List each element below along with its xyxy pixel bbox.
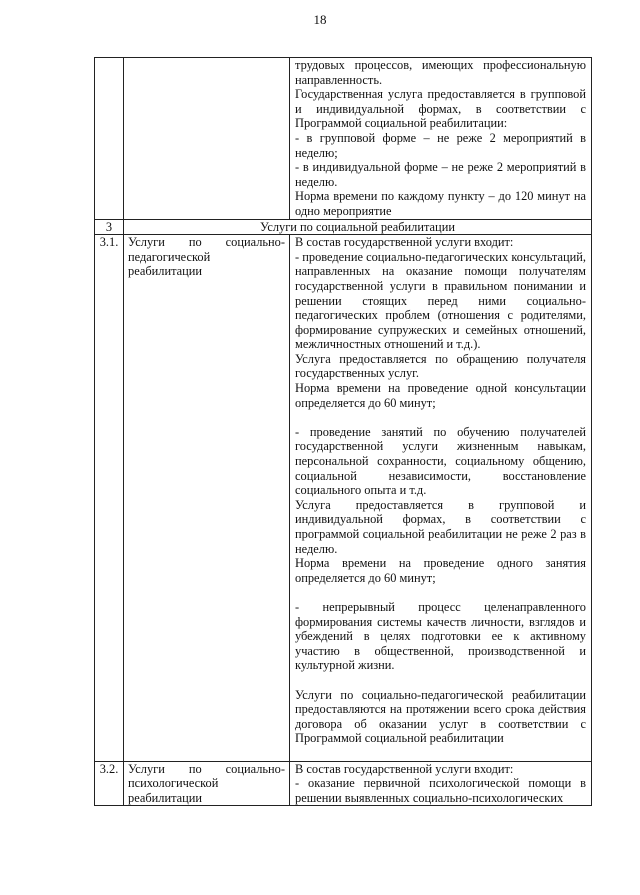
- paragraph-gap: [295, 746, 586, 761]
- description-paragraph: Услуга предоставляется в групповой и индивидуальной формах, в соответствии с программой социальной реабилитации не реже 2 раз в неделю.: [295, 497, 586, 556]
- description-paragraph: Норма времени на проведение одного занятия определяется до 60 минут;: [295, 556, 586, 585]
- service-number: 3.1.: [95, 235, 124, 761]
- page-number: 18: [313, 12, 327, 27]
- description-paragraph: - непрерывный процесс целенаправленного формирования системы качеств личности, взглядов и убеждений в целях подготовки ее к активному участию в общественной, производственной и культурной жизни.: [295, 599, 586, 673]
- description-line: Государственная услуга предоставляется в групповой и индивидуальной формах, в соответствии с Программой социальной реабилитации:: [295, 87, 586, 131]
- service-number: 3.2.: [95, 761, 124, 806]
- service-name: Услуги по социально-педагогической реабилитации: [124, 235, 290, 761]
- section-title: Услуги по социальной реабилитации: [124, 219, 592, 235]
- description-paragraph: Услуга предоставляется по обращению получателя государственных услуг.: [295, 351, 586, 381]
- table-row-continuation: [95, 58, 592, 220]
- cell-description-continuation: [290, 58, 592, 220]
- service-description: [290, 235, 592, 761]
- description-paragraph: - проведение занятий по обучению получателей государственной услуги жизненным навыкам, персональной сохранности, социальному общению, социальной независимости, восстановление социального опыта и т.д.: [295, 424, 586, 498]
- description-paragraph: - оказание первичной психологической помощи в решении выявленных социально-психологических: [295, 776, 586, 805]
- cell-number-empty: [95, 58, 124, 220]
- description-paragraph: В состав государственной услуги входит:: [295, 761, 514, 776]
- description-paragraph: В состав государственной услуги входит:: [295, 235, 514, 250]
- cell-name-empty: [124, 58, 290, 220]
- description-line: трудовых процессов, имеющих профессиональную направленность.: [295, 58, 586, 87]
- table-row-section-header: [95, 219, 592, 235]
- service-name: Услуги по социально-психологической реабилитации: [124, 761, 290, 806]
- description-line: Норма времени по каждому пункту – до 120 минут на одно мероприятие: [295, 189, 586, 218]
- paragraph-gap: [295, 585, 586, 600]
- description-paragraph: - проведение социально-педагогических консультаций, направленных на оказание помощи получателям государственной услуги в правильном понимании и решении стоящих перед ними социально-педагогических проблем (отношения с родителями, формирование супружеских и семейных отношений, межличностных отношений и т.д.).: [295, 249, 586, 352]
- description-paragraph: Услуги по социально-педагогической реабилитации предоставляются на протяжении всего срока действия договора об оказании услуг в соответствии с Программой социальной реабилитации: [295, 687, 586, 746]
- description-paragraph: Норма времени на проведение одной консультации определяется до 60 минут;: [295, 381, 586, 410]
- table-row-service-3-1: [95, 235, 592, 761]
- description-line: - в индивидуальной форме – не реже 2 мероприятий в неделю.: [295, 160, 586, 189]
- description-line: - в групповой форме – не реже 2 мероприятий в неделю;: [295, 130, 586, 160]
- table-row-service-3-2: [95, 761, 592, 806]
- service-description: [290, 761, 592, 806]
- paragraph-gap: [295, 673, 586, 688]
- services-table: [94, 57, 592, 806]
- paragraph-gap: [295, 410, 586, 425]
- section-number: 3: [95, 219, 124, 235]
